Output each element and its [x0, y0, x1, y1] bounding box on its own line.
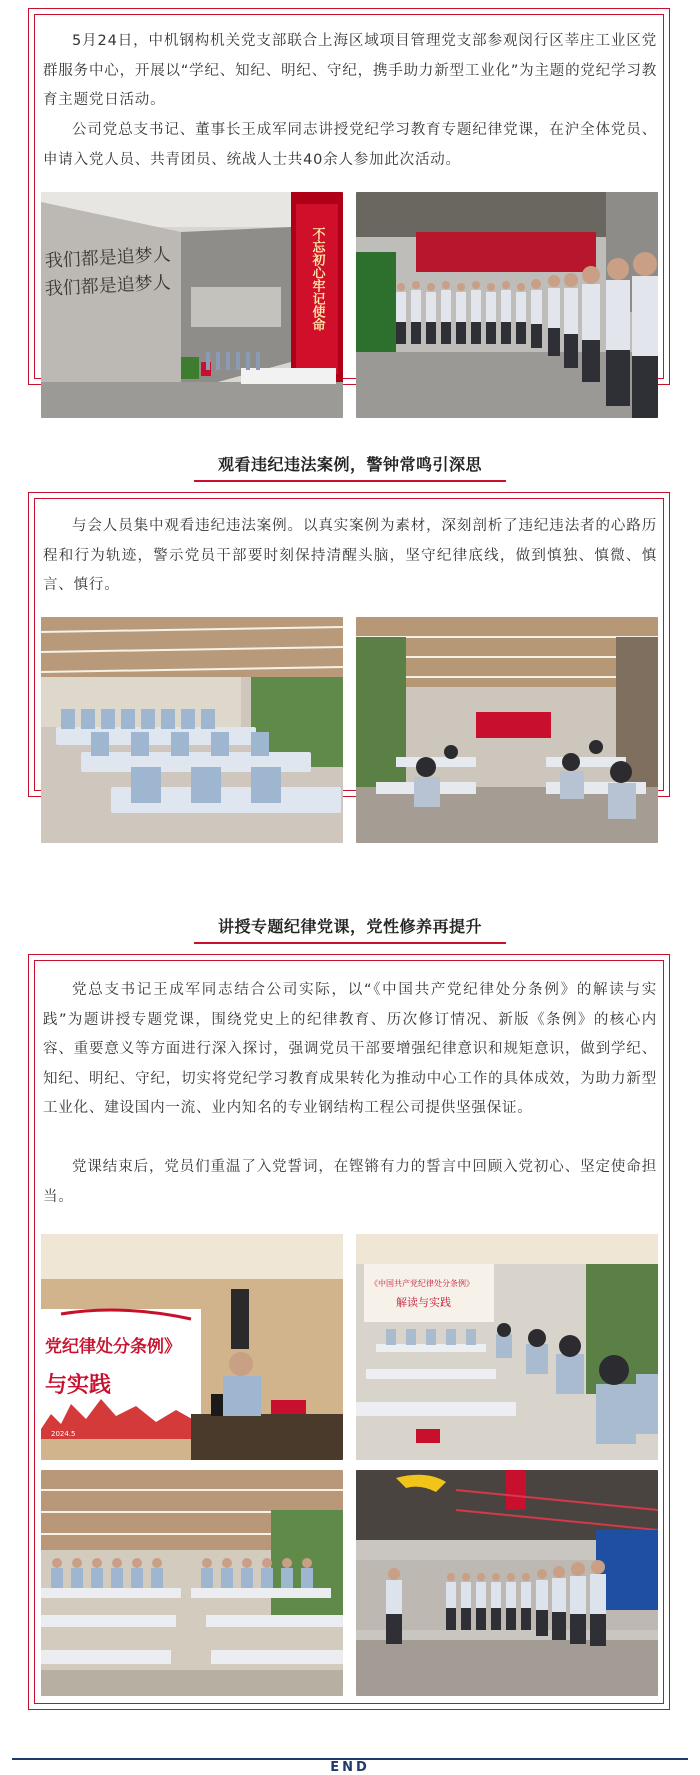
projector-screen-line-1: 《中国共产党纪律处分条例》 [370, 1279, 474, 1288]
section-2-heading-underline [194, 480, 506, 482]
slide-footer-date: 2024.5 [51, 1430, 76, 1438]
photo-audience-front [41, 617, 343, 843]
projector-screen-line-2: 解读与实践 [396, 1296, 451, 1309]
photo-lecture-audience [356, 1234, 658, 1460]
photo-wall-calligraphy-1: 我们都是追梦人 [44, 244, 172, 272]
photo-party-oath [356, 1470, 658, 1696]
section-3-paragraph-2: 党课结束后，党员们重温了入党誓词，在铿锵有力的誓言中回顾入党初心、坚定使命担当。 [43, 1159, 657, 1205]
slide-title-line-1: 党纪律处分条例》 [45, 1337, 181, 1357]
slide-title-line-2: 与实践 [45, 1372, 112, 1398]
section-2-paragraph-1: 与会人员集中观看违纪违法案例。以真实案例为素材，深刻剖析了违纪违法者的心路历程和行为轨迹，警示党员干部要时刻保持清醒头脑，坚守纪律底线，做到慎独、慎微、慎言、慎行。 [43, 518, 657, 593]
section-3-heading-underline [194, 942, 506, 944]
section-3-heading-text: 讲授专题纪律党课，党性修养再提升 [217, 917, 482, 936]
photo-service-center-lobby [41, 192, 343, 418]
photo-full-room [41, 1470, 343, 1696]
photo-audience-back [356, 617, 658, 843]
section-2-heading-text: 观看违纪违法案例，警钟常鸣引深思 [217, 455, 482, 474]
section-3-paragraph-1: 党总支书记王成军同志结合公司实际，以“《中国共产党纪律处分条例》的解读与实践”为题讲授专题党课，围绕党史上的纪律教育、历次修订情况、新版《条例》的核心内容、重要意义等方面进行深入探讨，强调党员干部要增强纪律意识和规矩意识，做到学纪、知纪、明纪、守纪，切实将党纪学习教育成果转化为推动中心工作的具体成效，为助力新型工业化、建设国内一流、业内知名的专业钢结构工程公司提供坚强保证。 [43, 982, 657, 1116]
section-3-heading [0, 914, 700, 937]
footer-end-text: END [330, 1760, 370, 1775]
photo-lecturer-slide [41, 1234, 343, 1460]
section-1-paragraph-2: 公司党总支书记、董事长王成军同志讲授党纪学习教育专题纪律党课，在沪全体党员、申请入党人员、共青团员、统战人士共40余人参加此次活动。 [43, 122, 657, 168]
section-2-heading [0, 452, 700, 475]
photo-wall-calligraphy-2: 我们都是追梦人 [44, 272, 172, 300]
section-1-paragraph-1: 5月24日，中机钢构机关党支部联合上海区域项目管理党支部参观闵行区莘庄工业区党群服务中心，开展以“学纪、知纪、明纪、守纪，携手助力新型工业化”为主题的党纪学习教育主题党日活动。 [43, 33, 657, 108]
photo-group-visit [356, 192, 658, 418]
photo-banner-text: 不忘初心牢记使命 [309, 227, 325, 331]
